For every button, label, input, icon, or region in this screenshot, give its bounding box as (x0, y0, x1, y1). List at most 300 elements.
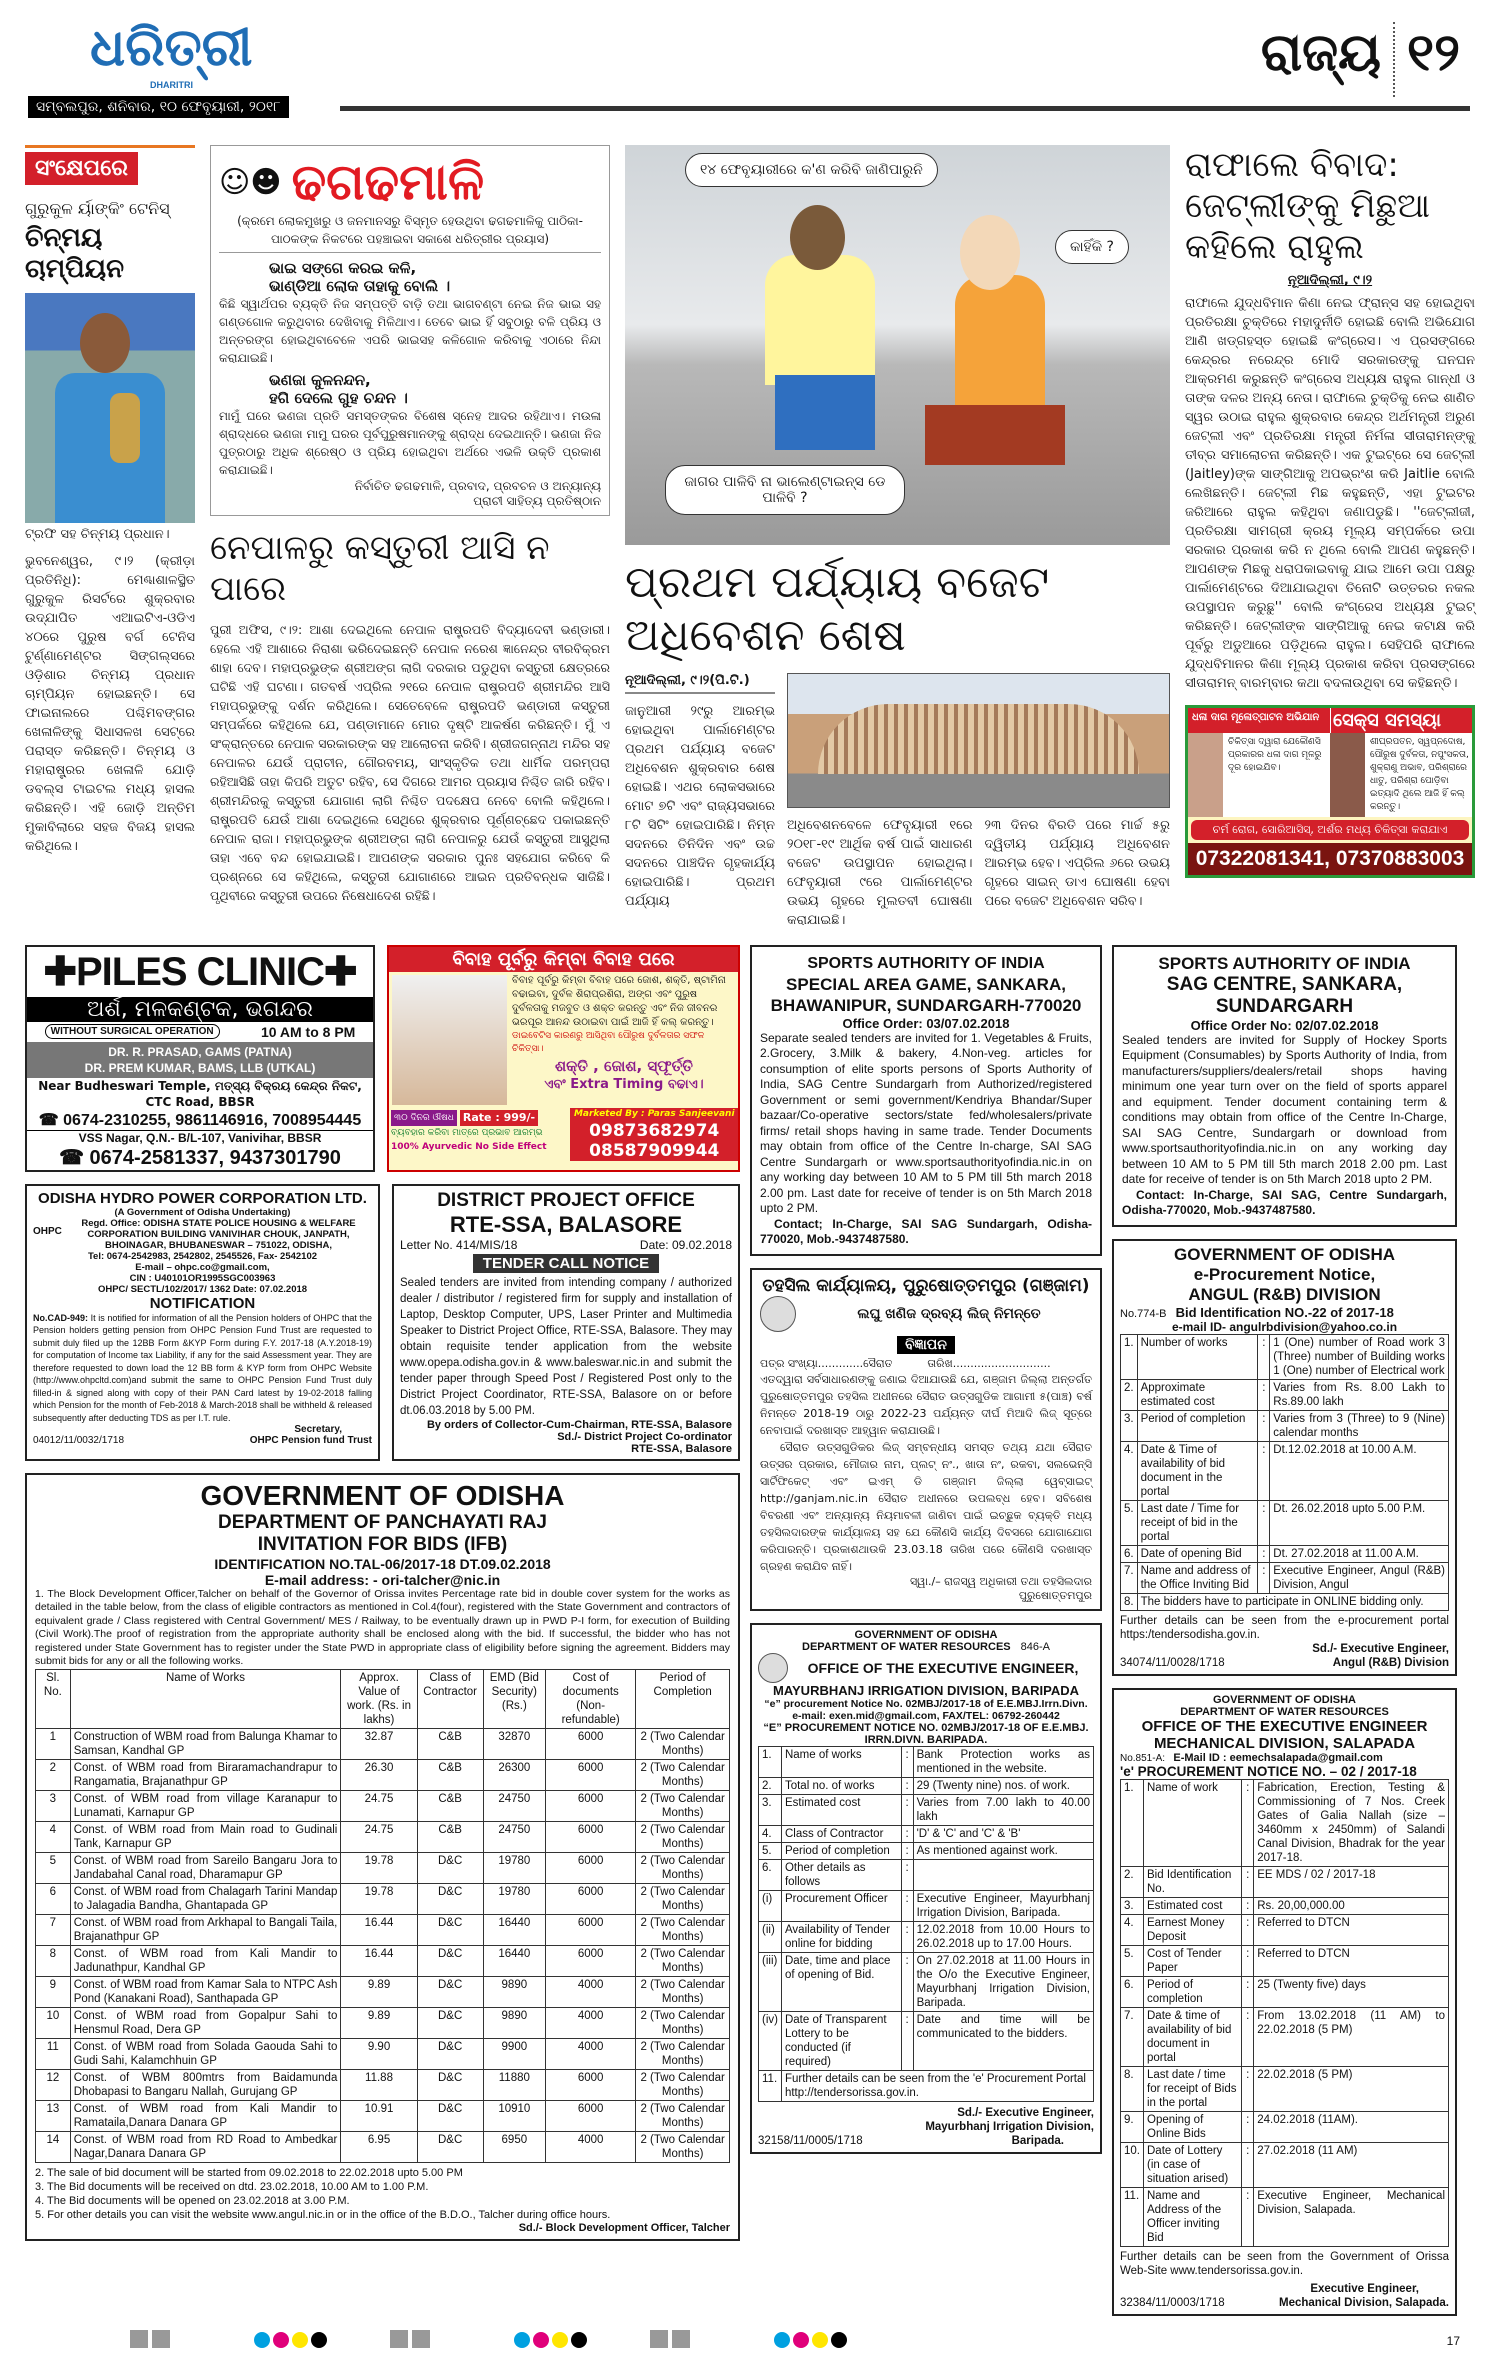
table-cell: 10910 (483, 2100, 545, 2131)
row-colon: : (901, 1825, 913, 1842)
odisha-emblem-icon (758, 1653, 788, 1683)
dpo-letter: Letter No. 414/MIS/18 (400, 1237, 518, 1252)
table-cell: 6000 (546, 1883, 636, 1914)
ifb-works-table (35, 1669, 730, 2163)
row-number: 6. (1121, 1976, 1144, 2007)
character-trousers (925, 405, 1065, 465)
ifb-note: 4. The Bid documents will be opened on 23.02.2018 at 3.00 P.M. (35, 2194, 350, 2207)
sal-title-1: OFFICE OF THE EXECUTIVE ENGINEER (1141, 1717, 1428, 1735)
row-value: Varies from 7.00 lakh to 40.00 lakh (913, 1794, 1093, 1825)
table-cell: 6950 (483, 2131, 545, 2162)
table-row (759, 1825, 1094, 1842)
table-row (759, 1952, 1094, 2011)
table-cell: Const. of WBM road from Kali Mandir to Jadunathpur, Kandhal GP (70, 1945, 341, 1976)
table-cell: 9 (36, 1976, 71, 2007)
row-value: Date and time will be communicated to the bidders. (913, 2011, 1093, 2070)
table-cell: 6000 (546, 1914, 636, 1945)
row-value: Varies from Rs. 8.00 Lakh to Rs.89.00 lakh (1270, 1379, 1449, 1410)
row-number: 3. (1121, 1410, 1138, 1441)
color-dot-icon (292, 2332, 308, 2348)
sal-no: No.851-A: (1120, 1752, 1166, 1764)
color-dot-icon (571, 2332, 587, 2348)
row-value: EE MDS / 02 / 2017-18 (1254, 1866, 1449, 1897)
dpo-banner: TENDER CALL NOTICE (473, 1254, 659, 1273)
player-photo (25, 293, 195, 523)
row-colon: : (1258, 1410, 1270, 1441)
row-number: 5. (759, 1842, 782, 1859)
row-number: 4. (1121, 1441, 1138, 1500)
row-label: Bid Identification No. (1144, 1866, 1242, 1897)
row-label: Availability of Tender online for bidding (781, 1921, 901, 1952)
ifb-ident: IDENTIFICATION NO.TAL-06/2017-18 DT.09.02.2018 (214, 1555, 551, 1572)
vivah-ayurvedic: 100% Ayurvedic No Side Effect (391, 1141, 547, 1152)
sai2-title-3: SUNDARGARH (1215, 995, 1354, 1017)
gray-square-icon (152, 2330, 170, 2348)
table-cell: 6000 (546, 2069, 636, 2100)
dpo-title-1: DISTRICT PROJECT OFFICE (437, 1189, 695, 1211)
piles-subtitle: ଅର୍ଶ, ମଳକଣ୍ଟକ, ଭଗନ୍ଦର (27, 997, 373, 1022)
odisha-emblem-icon (760, 1296, 796, 1332)
table-row (759, 1890, 1094, 1921)
sai2-body: Sealed tenders are invited for Supply of Hockey Sports Equipment (Consumables) by Sports Authority of India, from manufacturers/suppliers/dealers/retail shops having minimum one year turn over on the field of sports apparel and equipment. Tender document containing term & conditions may obtain from office of the Centre In-Charge, SAI SAG Centre, Sundargarh or download from www.sportsauthorityofindia.nic.in on any working day between 10 AM to 5 PM till 5th march 2018 2.00 pm. Last date for receive of tender is on 5th March 2018 upto 2 PM. (1122, 1032, 1447, 1187)
vivah-effect: ବ୍ୟବହାର କରିବା ମାତ୍ରେ ପ୍ରଭାବ ଆରମ୍ଭ (391, 1127, 543, 1138)
row-colon: : (1242, 2111, 1254, 2142)
row-value: Rs. 20,00,000.00 (1254, 1897, 1449, 1914)
ad-phone: 07322081341, 07370883003 (1188, 843, 1472, 875)
table-cell: 2 (Two Calendar Months) (636, 1883, 730, 1914)
character-yellow-shirt (765, 255, 875, 385)
table-cell: 6000 (546, 1790, 636, 1821)
mayurbhanj-notice (750, 1623, 1102, 2154)
mbj-sign-1: Sd./- Executive Engineer, (957, 2106, 1094, 2119)
row-number: 1. (1121, 1334, 1138, 1379)
table-row (1121, 1866, 1449, 1897)
section-title: ରାଜ୍ୟ (1260, 23, 1381, 83)
sai-notice-2 (1112, 945, 1457, 1227)
row-value: Executive Engineer, Angul (R&B) Division, Angul (1270, 1562, 1449, 1593)
budget-story (625, 557, 1170, 930)
row-number: 11. (1121, 2187, 1144, 2246)
tehsil-title: ତହସିଲ କାର୍ଯ୍ୟାଳୟ, ପୁରୁଷୋତ୍ତମପୁର (ଗଞ୍ଜାମ) (762, 1275, 1090, 1296)
row-label: Earnest Money Deposit (1144, 1914, 1242, 1945)
table-cell: 16440 (483, 1945, 545, 1976)
table-cell: 3 (36, 1790, 71, 1821)
verse-2b: ହଗି ଦେଲେ ଗୁହ ଚନ୍ଦନ । (269, 389, 408, 407)
row-number: 9. (1121, 2111, 1144, 2142)
table-row (1121, 2142, 1449, 2187)
salapada-notice (1112, 1688, 1457, 2316)
row-number: 4. (1121, 1914, 1144, 1945)
brief-column (25, 145, 195, 856)
verse-2a: ଭଣଜା କୁଳନନ୍ଦନ, (269, 371, 371, 389)
dhagamali-source: ନିର୍ବାଚିତ ଢଗଢମାଳି, ପ୍ରବାଦ, ପ୍ରବଚନ ଓ ଅନ୍ୟାନ୍ୟ (354, 479, 601, 493)
brief-tag: ସଂକ୍ଷେପରେ (25, 152, 138, 185)
angul-title-3: ANGUL (R&B) DIVISION (1188, 1284, 1381, 1304)
row-label: Date of Lottery (in case of situation arised) (1144, 2142, 1242, 2187)
piles-address-1: Near Budheswari Temple, ମତ୍ସ୍ୟ ବିକ୍ରୟ କେନ୍ଦ୍ର ନିକଟ, CTC Road, BBSR (38, 1078, 362, 1109)
table-row (36, 1852, 730, 1883)
ifb-notice (25, 1473, 740, 2241)
vivah-rate: Rate : 999/- (460, 1110, 538, 1126)
row-label: Procurement Officer (781, 1890, 901, 1921)
dpo-orders: By orders of Collector-Cum-Chairman, RTE-SSA, Balasore (426, 1418, 732, 1431)
ohpc-sign-2: OHPC Pension fund Trust (249, 1435, 372, 1447)
table-row (36, 2100, 730, 2131)
row-label: Last date / time for receipt of Bids in the portal (1144, 2066, 1242, 2111)
ifb-note: 2. The sale of bid document will be started from 09.02.2018 to 22.02.2018 upto 5.00 PM (35, 2166, 463, 2179)
table-cell: D&C (417, 1852, 483, 1883)
ifb-email: E-mail address: - ori-talcher@nic.in (264, 1571, 501, 1588)
verse-1b: ଭାଣ୍ଡିଆ ଲୋକ ତାହାକୁ ବୋଲି । (269, 277, 451, 295)
sai2-order: Office Order No: 02/07.02.2018 (1190, 1017, 1379, 1033)
row-colon: : (1242, 2007, 1254, 2066)
angul-table (1120, 1334, 1449, 1611)
mbj-code: 32158/11/0005/1718 (758, 2134, 863, 2147)
ohpc-notice (25, 1184, 380, 1461)
table-row (759, 2070, 1094, 2101)
angul-further: Further details can be seen from the e-procurement portal https:/tendersodisha.gov.in. (1120, 1614, 1449, 1641)
table-cell: 16.44 (341, 1945, 417, 1976)
row-value: Dt.12.02.2018 at 10.00 A.M. (1270, 1441, 1449, 1500)
dhagamali-publisher: ପ୍ରାଚୀ ସାହିତ୍ୟ ପ୍ରତିଷ୍ଠାନ (473, 494, 601, 508)
ifb-intro: 1. The Block Development Officer,Talcher on behalf of the Governor of Orissa invites Percentage rate bid in double cover system for the works as detailed in the table below, from the class of eligible contractors as mentioned in Col.4(four), registered with the State Government and contractors of equivalent grade / Class registered with Central Government/ MES / Railway, to be eventually drawn up in PWD P-I form, for execution of Building (Civil Work).The proof of registration from the appropriate authority shall be enclosed along with the bid. If successful, the bidder who has not registered under State Government has to register under the State PWD in appropriate class of eligibility before signing the agreement. Bidders may submit bids for any or all the following works. (35, 1587, 730, 1668)
parliament-photo (787, 673, 1170, 808)
row-colon: : (1258, 1500, 1270, 1545)
dateline: ସମ୍ବଲପୁର, ଶନିବାର, ୧୦ ଫେବୃୟାରୀ, ୨୦୧୮ (28, 96, 289, 118)
row-number: 1. (1121, 1779, 1144, 1866)
newspaper-logo: ଧରିତ୍ରୀ (90, 17, 253, 78)
row-number: 2. (759, 1777, 782, 1794)
mbj-title-2: MAYURBHANJ IRRIGATION DIVISION, BARIPADA (772, 1682, 1079, 1698)
table-row (1121, 1410, 1449, 1441)
table-row (36, 1759, 730, 1790)
ifb-sign: Sd./- Block Development Officer, Talcher (518, 2221, 730, 2234)
table-cell: Const. of WBM 800mtrs from Baidamunda Dhobapasi to Bangaru Nallah, Gurujang GP (70, 2069, 341, 2100)
table-cell: 2 (Two Calendar Months) (636, 2100, 730, 2131)
cartoon-faces-icon: ☺☻ (219, 164, 282, 200)
row-colon: : (901, 1890, 913, 1921)
table-cell: Const. of WBM road from Chalagarh Tarini Mandap to Jalagadia Bandha, Ghantapada GP (70, 1883, 341, 1914)
vivah-phone-2: 08587909944 (589, 1140, 720, 1161)
piles-title: ✚PILES CLINIC✚ (43, 949, 357, 994)
table-cell: D&C (417, 2131, 483, 2162)
row-colon: : (901, 1777, 913, 1794)
table-cell: 11.88 (341, 2069, 417, 2100)
ohpc-email: E-mail – ohpc.co@gmail.com, (135, 1261, 270, 1273)
table-header: EMD (Bid Security) (Rs.) (483, 1669, 545, 1728)
sal-email: E-Mail ID : eemechsalapada@gmail.com (1173, 1751, 1383, 1764)
row-number: 4. (759, 1825, 782, 1842)
row-label: Name of works (781, 1746, 901, 1777)
row-value: On 27.02.2018 at 11.00 Hours in the O/o the Executive Engineer, Mayurbhanj Irrigation Division, Baripada. (913, 1952, 1093, 2011)
table-row (759, 1842, 1094, 1859)
row-label: Name and address of the Office Inviting Bid (1137, 1562, 1258, 1593)
table-row (1121, 1500, 1449, 1545)
row-value: Dt. 26.02.2018 upto 5.00 P.M. (1270, 1500, 1449, 1545)
sai1-title-1: SPORTS AUTHORITY OF INDIA (807, 954, 1045, 972)
table-cell: Const. of WBM road from Kali Mandir to Ramataila,Danara Danara GP (70, 2100, 341, 2131)
table-cell: 24750 (483, 1821, 545, 1852)
dpo-notice (392, 1184, 740, 1461)
tehsil-banner: ବିଜ୍ଞାପନ (897, 1336, 955, 1354)
table-row (36, 2007, 730, 2038)
table-row (1121, 1545, 1449, 1562)
angul-no: No.774-B (1120, 1307, 1167, 1320)
dhagamali-title: ଢଗଢମାଳି (291, 153, 485, 211)
tehsil-sign-1: ସ୍ୱା./– ରାଜସ୍ୱ ଅଧିକାରୀ ତଥା ତହସିଲଦାର (910, 1574, 1092, 1588)
table-row (36, 2038, 730, 2069)
dpo-body: Sealed tenders are invited from intending company / authorized dealer / distributor / registered firm for supply and installation of Laptop, Desktop Computer, UPS, Laser Printer and Multimedia Speaker to District Project Office, RTE-SSA, Balasore. They may obtain requisite tender application from the website www.opepa.odisha.gov.in & www.baleswar.nic.in and submit the tender paper through Speed Post / Registered Post only to the District Project Coordinator, RTE-SSA, Balasore on or before dt.06.03.2018 by 5.00 PM. (400, 1276, 732, 1417)
rafale-story (1185, 145, 1475, 693)
gray-square-icon (130, 2330, 148, 2348)
vivah-slogan-1: ଶକ୍ତି , ଜୋଶ, ସ୍ଫୂର୍ତ୍ତି (554, 1056, 694, 1075)
ifb-dept: DEPARTMENT OF PANCHAYATI RAJ (217, 1511, 547, 1533)
dhagamali-intro: (କ୍ରମେ ଲୋକମୁଖରୁ ଓ ଜନମାନସରୁ ବିସ୍ମୃତ ହେଉଥିବା ଢଗଢମାଳିକୁ ପାଠିକା-ପାଠକଙ୍କ ନିକଟରେ ପହଞ୍ଚାଇବା ସକାଶେ ଧରିତ୍ରୀର ପ୍ରୟାସ) (219, 212, 601, 253)
table-cell: 2 (Two Calendar Months) (636, 1821, 730, 1852)
sai2-title-2: SAG CENTRE, SANKARA, (1166, 973, 1403, 995)
table-row (1121, 1779, 1449, 1866)
section-header (1261, 22, 1460, 97)
row-colon: : (901, 1952, 913, 2011)
ohpc-title: ODISHA HYDRO POWER CORPORATION LTD. (38, 1189, 367, 1207)
table-header: Approx. Value of work. (Rs. in lakhs) (341, 1669, 417, 1728)
piles-badge: WITHOUT SURGICAL OPERATION (45, 1024, 220, 1039)
character-jeans (775, 375, 875, 450)
ohpc-body: No.CAD-949: It is notified for information of all the Pension holders of OHPC that the Pension holders getting pension from OHPC Pension Fund Trust are requested to submit duly filed up the 12BB Form &KYP Form during F.Y. 2017-18 (A.Y.2018-19) for computation of Income tax Liability, if any for the said Assessment year. They are therefore requested to down load the 12 BB form & KYP form from OHPC Website (http://www.ohpcltd.com)and submit the same to OHPC Pension Fund Trust duly filled-in & signed along with copy of their PAN Card latest by 19-02-2018 falling which Pension for the month of Feb-2018 & March-2018 shall be withheld & released subsequently after deducting TDS as per I.T. rule. (33, 1312, 372, 1423)
table-header: Period of Completion (636, 1669, 730, 1728)
row-label: Name and Address of the Officer inviting Bid (1144, 2187, 1242, 2246)
angul-code: 34074/11/0028/1718 (1120, 1656, 1225, 1669)
piles-hours: 10 AM to 8 PM (260, 1023, 356, 1040)
table-cell: 2 (Two Calendar Months) (636, 1728, 730, 1759)
sai1-body: Separate sealed tenders are invited for 1. Vegetables & Fruits, 2.Grocery, 3.Milk & bakery, 4.Non-veg. articles for consumption of elite sports persons of Sports Authority of India, SAG Centre Sundargarh from Authorized/registered Government or semi government/Kendriya Bhandar/Super bazaar/Co-operative sectors/state fed/wholesalers/private firms/ retail shops having in same trade. Tender Documents may obtain from office of the Centre In-charge, SAI SAG Centre Sundargarh or www.sportsauthorityofindia.nic.in on any working day between 10 AM to 5 PM till 5th march 2018 2.00 pm. Last date for receive of tender is on 5th March 2018 upto 2 PM. (760, 1030, 1092, 1216)
row-value: 1 (One) number of Road work 3 (Three) number of Building works 1 (One) number of Electrical work (1270, 1334, 1449, 1379)
table-cell: 4000 (546, 2038, 636, 2069)
ad-left-title: ଧଳା ଦାଗ ମୂଳୋତ୍ପାଟନ ଅଭିଯାନ (1192, 712, 1320, 724)
row-number: 8. (1121, 1593, 1138, 1610)
tehsil-subtitle: ଲଘୁ ଖଣିଜ ଦ୍ରବ୍ୟ ଲିଜ୍ ନିମନ୍ତେ (857, 1305, 1041, 1322)
folio-number: 17 (1446, 2334, 1460, 2349)
row-label: Number of works (1137, 1334, 1258, 1379)
nepal-story (210, 528, 610, 905)
row-value (913, 1859, 1093, 1890)
row-label: Estimated cost (781, 1794, 901, 1825)
table-row (36, 1976, 730, 2007)
table-cell: 2 (Two Calendar Months) (636, 2069, 730, 2100)
row-colon: : (901, 1746, 913, 1777)
row-colon: : (1258, 1379, 1270, 1410)
table-row (759, 1794, 1094, 1825)
row-number: (ii) (759, 1921, 782, 1952)
color-dot-icon (774, 2332, 790, 2348)
row-value: 29 (Twenty nine) nos. of work. (913, 1777, 1093, 1794)
row-colon: : (901, 1842, 913, 1859)
table-cell: 6 (36, 1883, 71, 1914)
row-label: Class of Contractor (781, 1825, 901, 1842)
color-dot-icon (793, 2332, 809, 2348)
table-cell: 26.30 (341, 1759, 417, 1790)
row-label: Date of opening Bid (1137, 1545, 1258, 1562)
table-cell: 9890 (483, 1976, 545, 2007)
table-row (1121, 2007, 1449, 2066)
color-dot-icon (254, 2332, 270, 2348)
photo-caption: ଟ୍ରଫି ସହ ଚିନ୍ମୟ ପ୍ରଧାନ। (25, 527, 170, 542)
table-cell: 8 (36, 1945, 71, 1976)
ad-right-title: ସେକ୍ସ ସମସ୍ୟା (1330, 708, 1472, 733)
table-cell: 19.78 (341, 1883, 417, 1914)
table-cell: 16.44 (341, 1914, 417, 1945)
table-cell: 19780 (483, 1883, 545, 1914)
sal-table (1120, 1779, 1449, 2247)
sai1-order: Office Order: 03/07.02.2018 (842, 1015, 1010, 1031)
piles-phone-1: ☎ 0674-2310255, 9861146916, 7008954445 (38, 1111, 362, 1129)
row-number: 10. (1121, 2142, 1144, 2187)
row-colon: : (1242, 1976, 1254, 2007)
table-row (1121, 2111, 1449, 2142)
table-cell: 9890 (483, 2007, 545, 2038)
color-dot-icon (831, 2332, 847, 2348)
table-cell: 7 (36, 1914, 71, 1945)
couple-photo (392, 975, 507, 1105)
row-value: 22.02.2018 (5 PM) (1254, 2066, 1449, 2111)
row-value: 12.02.2018 from 10.00 Hours to 26.02.2018 up to 17.00 Hours. (913, 1921, 1093, 1952)
table-cell: 6000 (546, 1821, 636, 1852)
vivah-days: ୩୦ ଦିନର ଔଷଧ (391, 1110, 457, 1126)
ohpc-cin: CIN : U40101OR1995SGC003963 (129, 1272, 276, 1284)
sai2-contact: Contact: In-Charge, SAI SAG, Centre Sundargarh, Odisha-770020, Mob.-9437487580. (1122, 1187, 1447, 1218)
doctor-2: DR. PREM KUMAR, BAMS, LLB (UTKAL) (84, 1060, 316, 1075)
color-dot-icon (311, 2332, 327, 2348)
nepal-body: ପୁରୀ ଅଫିସ, ୯।୨: ଆଶା ଦେଇଥିଲେ ନେପାଳ ରାଷ୍ଟ୍ରପତି ବିଦ୍ୟାଦେବୀ ଭଣ୍ଡାରୀ। ହେଲେ ଏହି ଆଶାରେ ନିରାଶା ଭରିଦେଇଛନ୍ତି ନେପାଳ ନରେଶ ଜ୍ଞାନେନ୍ଦ୍ର ବୀରବିକ୍ରମ ଶାହା ଦେବ। ମହାପ୍ରଭୁଙ୍କ ଶ୍ରୀଅଙ୍ଗ ଲାଗି ଦରକାର ପଡୁଥିବା କସ୍ତୁରୀ କ୍ଷେତ୍ରରେ ଘଟିଛି ଏହି ଘଟଣା। ଗତବର୍ଷ ଏପ୍ରିଲ ୨୧ରେ ନେପାଳ ରାଷ୍ଟ୍ରପତି ଶ୍ରୀମନ୍ଦିର ଆସି ମହାପ୍ରଭୁଙ୍କୁ ଦର୍ଶନ କରିଥିଲେ। ସେତେବେଳେ ରାଷ୍ଟ୍ରପତି ଭଣ୍ଡାରୀ କସ୍ତୁରୀ ସମ୍ପର୍କରେ କହିଥିଲେ ଯେ, ପଣ୍ଡାମାନେ ମୋର ଦୃଷ୍ଟି ଆକର୍ଷଣ କରିଛନ୍ତି। ମୁଁ ଏ ସଂକ୍ରାନ୍ତରେ ନେପାଳ ସରକାରଙ୍କ ସହ ଆଲୋଚନା କରିବି। ଶ୍ରୀଜଗନ୍ନାଥ ମନ୍ଦିର ସହ ନେପାଳର ଯେଉଁ ପ୍ରାଚୀନ, ଗୌରବମୟ, ସାଂସ୍କୃତିକ ତଥା ଧାର୍ମିକ ପରମ୍ପରା ରହିଆସିଛି ତାହା କିପରି ଅତୁଟ ରହିବ, ସେ ଦିଗରେ ଆମର ପ୍ରୟାସ ନିଶ୍ଚିତ ଜାରି ରହିବ। ଶ୍ରୀମନ୍ଦିରକୁ କସ୍ତୁରୀ ଯୋଗାଣ ଲାଗି ନିଶ୍ଚିତ ପଦକ୍ଷେପ ନେବେ ବୋଲି କହିଥିଲେ। ରାଷ୍ଟ୍ରପତି ଯେଉଁ ଆଶା ଦେଇଥିଲେ ସେଥିରେ ଶୁକ୍ରବାର ପୂର୍ଣ୍ଣଚ୍ଛେଦ ପକାଇଛନ୍ତି ନେପାଳ ରାଜା। ମହାପ୍ରଭୁଙ୍କ ଶ୍ରୀଅଙ୍ଗ ଲାଗି ନେପାଳରୁ ଯେଉଁ କସ୍ତୁରୀ ଆସୁଥିଲା ତାହା ଏବେ ବନ୍ଦ ହୋଇଯାଇଛି। ଆପଣଙ୍କ ସରକାର ପୁନଃ ସହଯୋଗ କରିବେ କି ପ୍ରଶ୍ନରେ ସେ କହିଥିଲେ, କସ୍ତୁରୀ ଯୋଗାଣରେ ଆଇନ ପ୍ରତିବନ୍ଧକ ସାଜିଛି। ପୃଥିବୀରେ କସ୍ତୁରୀ ଉପରେ ନିଷେଧାଦେଶ ରହିଛି। (210, 621, 610, 903)
table-header: Sl. No. (36, 1669, 71, 1728)
table-cell: D&C (417, 1883, 483, 1914)
row-number: 8. (1121, 2066, 1144, 2111)
table-cell: D&C (417, 1976, 483, 2007)
vivah-slogan-2: ଏବଂ Extra Timing ବଢାଏ। (544, 1076, 704, 1092)
ifb-note: 5. For other details you can visit the website www.angul.nic.in or in the office of the B.D.O., Talcher during office hours. (35, 2208, 611, 2221)
masthead-rule (340, 106, 1470, 111)
ifb-title: GOVERNMENT OF ODISHA (200, 1479, 565, 1511)
tehsil-ref: ପତ୍ର ସଂଖ୍ୟା.............ସୈରାତ ତାରିଖ............................ (760, 1356, 1051, 1370)
middle-column (210, 145, 610, 905)
brief-body: ଭୁବନେଶ୍ୱର, ୯।୨ (କ୍ରୀଡ଼ା ପ୍ରତିନିଧି): ମେଣ୍ଢାଶାଳସ୍ଥିତ ଗୁରୁକୁଳ ରିସର୍ଟରେ ଶୁକ୍ରବାର ଉଦ୍‌ଯାପିତ ଏଆଇଟିଏ-ଓଡିଏ ୪୦ରେ ପୁରୁଷ ବର୍ଗ ଟେନିସ ଟୁର୍ଣ୍ଣାମେଣ୍ଟର ସିଙ୍ଗଲ୍ସରେ ଓଡ଼ିଶାର ଚିନ୍ମୟ ପ୍ରଧାନ ଚାମ୍ପିୟନ ହୋଇଛନ୍ତି। ସେ ଫାଇନାଲରେ ପଶ୍ଚିମବଙ୍ଗର ଖେଳାଳିଙ୍କୁ ସିଧାସଳଖ ସେଟ୍‌ରେ ପରାସ୍ତ କରିଛନ୍ତି। ଚିନ୍ମୟ ଓ ମହାରାଷ୍ଟ୍ରର ଖେଳାଳି ଯୋଡ଼ି ଡବଲ୍ସ ଟାଇଟଲ ମଧ୍ୟ ହାସଲ କରିଛନ୍ତି। ଏହି ଜୋଡ଼ି ଅନ୍ତିମ ମୁକାବିଲାରେ ସହଜ ବିଜୟ ହାସଲ କରିଥିଲେ। (25, 554, 195, 854)
mbj-ref: 846-A (1020, 1640, 1050, 1653)
table-cell: 6.95 (341, 2131, 417, 2162)
vivah-title: ବିବାହ ପୂର୍ବରୁ କିମ୍ବା ବିବାହ ପରେ (389, 947, 738, 972)
table-cell: 4000 (546, 2131, 636, 2162)
table-cell: 16440 (483, 1914, 545, 1945)
dpo-date: Date: 09.02.2018 (639, 1237, 732, 1252)
table-cell: 10.91 (341, 2100, 417, 2131)
table-cell: 2 (Two Calendar Months) (636, 1945, 730, 1976)
sal-dept: DEPARTMENT OF WATER RESOURCES (1180, 1705, 1389, 1718)
table-cell: C&B (417, 1759, 483, 1790)
registration-marks (130, 2330, 330, 2353)
ohpc-heading: NOTIFICATION (149, 1294, 256, 1312)
tehsil-notice (750, 1268, 1102, 1611)
table-cell: Const. of WBM road from Arkhapal to Bangali Taila, Brajanathpur GP (70, 1914, 341, 1945)
table-row (36, 1728, 730, 1759)
vivah-ad (387, 945, 740, 1172)
table-cell: 10 (36, 2007, 71, 2038)
mbj-heading: “E” PROCUREMENT NOTICE NO. 02MBJ/2017-18 OF E.E.MBJ. IRRN.DIVN. BARIPADA. (763, 1721, 1089, 1746)
row-label: Period of completion (781, 1842, 901, 1859)
table-cell: 2 (Two Calendar Months) (636, 1852, 730, 1883)
table-cell: 26300 (483, 1759, 545, 1790)
table-cell: 2 (Two Calendar Months) (636, 2038, 730, 2069)
angul-title-1: GOVERNMENT OF ODISHA (1173, 1244, 1395, 1264)
table-cell: 5 (36, 1852, 71, 1883)
table-row (36, 1914, 730, 1945)
row-number: (iv) (759, 2011, 782, 2070)
table-cell: 2 (36, 1759, 71, 1790)
table-row (1121, 1334, 1449, 1379)
rafale-dateline: ନୂଆଦିଲ୍ଲୀ, ୯।୨ (1287, 273, 1373, 289)
row-value: Bank Protection works as mentioned in the website. (913, 1746, 1093, 1777)
budget-dateline: ନୂଆଦିଲ୍ଲୀ, ୯।୨(ପି.ଟି.) (625, 673, 775, 694)
table-row (1121, 1976, 1449, 2007)
dhagamali-box (210, 145, 610, 516)
row-colon: : (1242, 2142, 1254, 2187)
table-cell: Const. of WBM road from Sareilo Bangaru Jora to Jandabahal Canal road, Dharamapur GP (70, 1852, 341, 1883)
table-cell: 2 (Two Calendar Months) (636, 2131, 730, 2162)
vivah-phone-1: 09873682974 (589, 1120, 720, 1141)
row-label: Total no. of works (781, 1777, 901, 1794)
table-cell: 4000 (546, 2007, 636, 2038)
row-number: (iii) (759, 1952, 782, 2011)
right-column (1185, 145, 1475, 878)
character-bald-head (960, 215, 1020, 290)
table-cell: C&B (417, 1821, 483, 1852)
row-number: 6. (1121, 1545, 1138, 1562)
sal-sign-2: Mechanical Division, Salapada. (1278, 2296, 1449, 2309)
table-cell: 4000 (546, 1976, 636, 2007)
table-cell: Const. of WBM road from Gopalpur Sahi to Hensmul Road, Dera GP (70, 2007, 341, 2038)
page-number: ୧୨ (1407, 23, 1460, 83)
row-number: 3. (759, 1794, 782, 1825)
table-cell: 32.87 (341, 1728, 417, 1759)
sai1-title-2: SPECIAL AREA GAME, SANKARA, (786, 974, 1066, 994)
row-value: Dt. 27.02.2018 at 11.00 A.M. (1270, 1545, 1449, 1562)
registration-marks (650, 2330, 850, 2353)
row-number: 7. (1121, 2007, 1144, 2066)
row-colon: : (1242, 1945, 1254, 1976)
rafale-body: ରାଫାଲେ ଯୁଦ୍ଧବିମାନ କିଣା ନେଇ ଫ୍ରାନ୍ସ ସହ ହୋଇଥିବା ପ୍ରତିରକ୍ଷା ଚୁକ୍ତିରେ ମହାଦୁର୍ନୀତି ହୋଇଛି ବୋଲି ଅଭିଯୋଗ ଆଣି ଖଡ୍ଗହସ୍ତ ହୋଇଛି କଂଗ୍ରେସ। ଏ ପ୍ରସଙ୍ଗରେ କେନ୍ଦ୍ରର ନରେନ୍ଦ୍ର ମୋଦି ସରକାରଙ୍କୁ ଘନଘନ ଆକ୍ରମଣ କରୁଛନ୍ତି କଂଗ୍ରେସ ଅଧ୍ୟକ୍ଷ ରାହୁଲ ଗାନ୍ଧୀ ଓ ତାଙ୍କ ଦଳର ଅନ୍ୟ ନେତା। ରାଫାଲେ ଚୁକ୍ତିକୁ ନେଇ ଶାଣିତ ସ୍ୱର ଉଠାଇ ରାହୁଲ ଶୁକ୍ରବାର କେନ୍ଦ୍ର ଅର୍ଥମନ୍ତ୍ରୀ ଅରୁଣ ଜେଟ୍‌ଲୀ ଏବଂ ପ୍ରତିରକ୍ଷା ମନ୍ତ୍ରୀ ନିର୍ମଳା ସୀତାରାମନ୍‌ଙ୍କୁ ତୀବ୍ର ସମାଲୋଚନା କରିଛନ୍ତି। ଏକ ଟୁଇଟ୍‌ରେ ସେ ଜେଟ୍‌ଲୀ (Jaitley)ଙ୍କ ସାଙ୍ଗିଆକୁ ଅପଭ୍ରଂଶ କରି Jaitlie ବୋଲି ଲେଖିଛନ୍ତି। ଜେଟ୍‌ଲୀ ମିଛ କହୁଛନ୍ତି, ଏହା ଟୁଇଟର ଜରିଆରେ ରାହୁଲ କହିଥିବା ଜଣାପଡୁଛି। ''ଜେଟ୍‌ଲୀଜୀ, ପ୍ରତିରକ୍ଷା ସାମଗ୍ରୀ କ୍ରୟ ମୂଲ୍ୟ ସମ୍ପର୍କରେ ଉପା ସରକାର ପ୍ରକାଶ କରି ନ ଥିଲେ ବୋଲି ଆପଣ କହୁଛନ୍ତି। ଆପଣଙ୍କ ମିଛକୁ ଧରାପକାଇବାକୁ ଯାଇ ଆମେ ଉପା ପକ୍ଷରୁ ପାର୍ଲାମେଣ୍ଟରେ ଦିଆଯାଇଥିବା ତିନୋଟି ଉତ୍ତରର ନକଲ ଉପସ୍ଥାପନ କରୁଛୁ'' ବୋଲି କଂଗ୍ରେସ ଅଧ୍ୟକ୍ଷ ଟୁଇଟ୍ କରିଛନ୍ତି। ଜେଟ୍‌ଲୀଙ୍କ ସାଙ୍ଗିଆକୁ ନେଇ କଟାକ୍ଷ କରି ପୂର୍ବରୁ ଅଡୁଆରେ ପଡ଼ିଥିଲେ ରାହୁଲ। ସେହିପରି ରାଫାଲେ ଯୁଦ୍ଧବିମାନର କିଣା ମୂଲ୍ୟ ପ୍ରକାଶ କରିବା ପ୍ରସଙ୍ଗରେ ସୀତାରାମନ୍ ବାରମ୍ବାର କଥା ବଦଳାଉଥିବା ସେ କହିଛନ୍ତି। (1185, 296, 1475, 692)
row-label: Date of Transparent Lottery to be conducted (if required) (781, 2011, 901, 2070)
row-colon: : (1258, 1562, 1270, 1593)
row-colon: : (1242, 1914, 1254, 1945)
row-value: Executive Engineer, Mechanical Division, Salapada. (1254, 2187, 1449, 2246)
table-cell: 24.75 (341, 1821, 417, 1852)
row-label: Name of work (1144, 1779, 1242, 1866)
row-number: (i) (759, 1890, 782, 1921)
mbj-gov: GOVERNMENT OF ODISHA (854, 1628, 998, 1641)
row-colon: : (901, 1859, 913, 1890)
table-header: Name of Works (70, 1669, 341, 1728)
row-colon: : (1258, 1545, 1270, 1562)
character-orange-shirt (955, 275, 1045, 425)
verse-1-explanation: କିଛି ସ୍ୱାର୍ଥପର ବ୍ୟକ୍ତି ନିଜ ସମ୍ପତ୍ତି ବାଡ଼ି ତଥା ଭାଗବଣ୍ଟା ନେଇ ନିଜ ଭାଇ ସହ ଗଣ୍ଡଗୋଳ କରୁଥିବାର ଦେଖିବାକୁ ମିଳିଥାଏ। ତେବେ ଭାଇ ହିଁ ସବୁଠାରୁ ବଳି ପ୍ରିୟ ଓ ଅନ୍ତରଙ୍ଗ ହୋଇଥିବାବେଳେ ଏପରି ଭାଇସହ କଳିଗୋଳ କରିବାକୁ ଏଠାରେ ନିନ୍ଦା କରାଯାଇଛି। (219, 297, 601, 365)
ohpc-office: Regd. Office: ODISHA STATE POLICE HOUSING & WELFARE CORPORATION BUILDING VANIVIHAR CHOUK, JANPATH, BHOINAGAR, BHUBANESWAR – 751022, ODISHA, (81, 1217, 356, 1251)
mbj-sign-3: Baripada. (1011, 2134, 1064, 2147)
nepal-headline: ନେପାଳରୁ କସ୍ତୁରୀ ଆସି ନ ପାରେ (210, 528, 550, 609)
gray-square-icon (412, 2330, 430, 2348)
row-value: Varies from 3 (Three) to 9 (Nine) calendar months (1270, 1410, 1449, 1441)
sal-further: Further details can be seen from the Government of Orissa Web-Site www.tendersorissa.gov.in. (1120, 2250, 1449, 2277)
sal-code: 32384/11/0003/1718 (1120, 2296, 1225, 2309)
sai1-contact: Contact; In-Charge, SAI SAG Sundargarh, Odisha-770020, Mob.-9437487580. (760, 1216, 1092, 1247)
row-value: 24.02.2018 (11AM). (1254, 2111, 1449, 2142)
